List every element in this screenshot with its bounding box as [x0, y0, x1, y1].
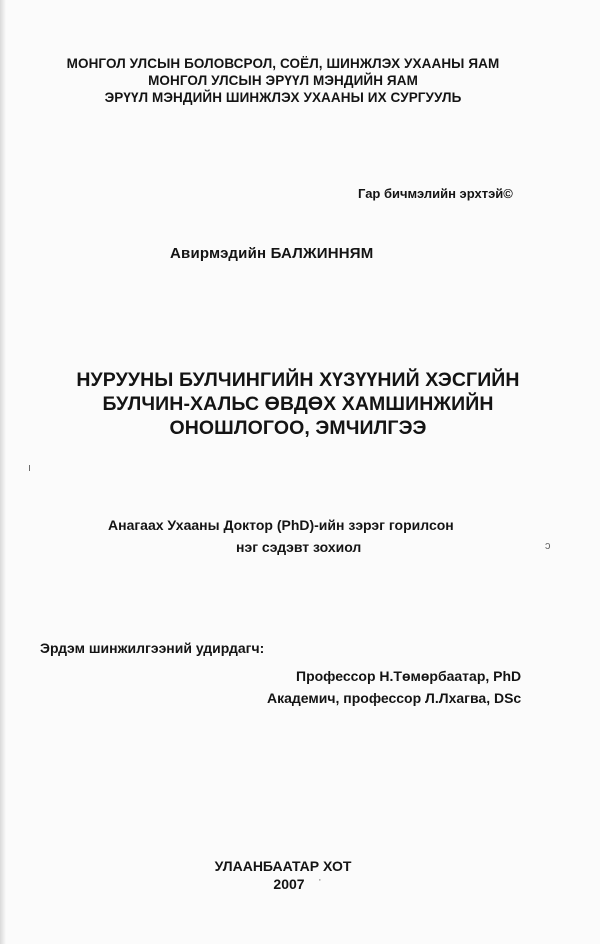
degree-line-1: Анагаах Ухааны Доктор (PhD)-ийн зэрэг горилсон	[108, 517, 454, 533]
scan-speck: ı	[28, 462, 32, 474]
ministry-line-2: МОНГОЛ УЛСЫН ЭРҮҮЛ МЭНДИЙН ЯАМ	[148, 73, 418, 88]
degree-line-2: нэг сэдэвт зохиол	[236, 539, 362, 555]
university-line: ЭРҮҮЛ МЭНДИЙН ШИНЖЛЭХ УХААНЫ ИХ СУРГУУЛЬ	[104, 90, 462, 105]
page-edge-shadow	[0, 0, 6, 944]
manuscript-rights-note: Гар бичмэлийн эрхтэй©	[358, 186, 513, 201]
supervisor-label: Эрдэм шинжилгээний удирдагч:	[40, 640, 265, 656]
supervisor-1: Профессор Н.Төмөрбаатар, PhD	[296, 668, 522, 684]
place-city: УЛААНБААТАР ХОТ	[214, 858, 352, 874]
place-year: 2007	[273, 876, 305, 892]
ministry-line-1: МОНГОЛ УЛСЫН БОЛОВСРОЛ, СОЁЛ, ШИНЖЛЭХ УХААНЫ ЯАМ	[66, 56, 500, 71]
scan-speck-2: ·	[318, 874, 322, 886]
author-name: Авирмэдийн БАЛЖИННЯМ	[170, 245, 374, 262]
supervisor-2: Академич, профессор Л.Лхагва, DSc	[267, 690, 522, 706]
thesis-title-line-2: БУЛЧИН-ХАЛЬС ӨВДӨХ ХАМШИНЖИЙН	[102, 393, 494, 415]
thesis-title-line-3: ОНОШЛОГОО, ЭМЧИЛГЭЭ	[169, 417, 427, 439]
thesis-title-line-1: НУРУУНЫ БУЛЧИНГИЙН ХҮЗҮҮНИЙ ХЭСГИЙН	[76, 369, 520, 391]
scan-mark: ↄ	[545, 540, 551, 552]
